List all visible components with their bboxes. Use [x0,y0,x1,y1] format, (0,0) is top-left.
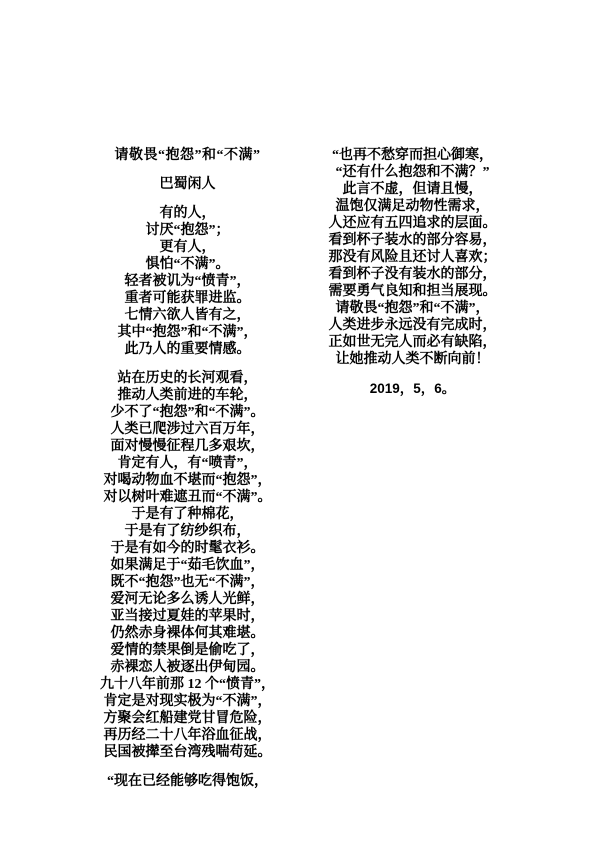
poem-line: 站在历史的长河观看， [117,371,258,386]
poem-line: 面对慢慢征程几多艰坎， [110,439,265,454]
poem-line: 肯定有人，有“喷青”， [117,456,258,471]
poem-line: “也再不愁穿而担心御寒， [332,148,493,163]
poem-line: 民国被撵至台湾残喘苟延。 [103,745,272,760]
stanza-3-right [290,147,535,368]
poem-line: 于是有了种棉花， [131,507,244,522]
paragraph-gap [60,164,315,176]
paragraph-gap [60,761,315,773]
left-column [60,147,315,790]
poem-title: 请敬畏“抱怨”和“不满” [114,148,261,163]
poem-line: 人还应有五四追求的层面。 [328,216,497,231]
poem-line: 讨厌“抱怨”； [145,223,230,238]
paragraph-gap [60,193,315,205]
poem-line: 赤裸恋人被逐出伊甸园。 [110,660,265,675]
poem-line: 方聚会红船建党甘冒危险， [103,711,272,726]
poem-line: 推动人类前进的车轮， [117,388,258,403]
poem-line: 需要勇气良知和担当展现。 [328,284,497,299]
poem-line: 于是有如今的时髦衣衫。 [110,541,265,556]
stanza-1 [60,205,315,358]
poem-line: 再历经二十八年浴血征战， [103,728,272,743]
poem-line: 其中“抱怨”和“不满”， [117,325,258,340]
poem-line: 重者可能获罪进监。 [124,291,251,306]
stanza-3-left [60,773,315,790]
poem-line: 人类已爬涉过六百万年， [110,422,265,437]
poem-date: 2019，5，6。 [369,381,456,396]
poem-line: 有的人， [159,206,216,221]
poem-line: 惧怕“不满”。 [145,257,230,272]
poem-line: 七情六欲人皆有之， [124,308,251,323]
poem-line: 对以树叶难遮丑而“不满”。 [103,490,272,505]
poem-line: 对喝动物血不堪而“抱怨”， [103,473,272,488]
stanza-2 [60,370,315,761]
poem-line: 轻者被讥为“愤青”， [124,274,251,289]
poem-line: “现在已经能够吃得饱饭， [107,774,268,789]
poem-line: 爱河无论多么诱人光鲜， [110,592,265,607]
paragraph-gap [60,358,315,370]
poem-line: 既不“抱怨”也无“不满”， [110,575,265,590]
poem-line: 爱情的禁果倒是偷吃了， [110,643,265,658]
poem-line: 九十八年前那 12 个“愤青”， [100,677,275,692]
poem-author: 巴蜀闲人 [159,177,216,192]
poem-line: 仍然赤身裸体何其难堪。 [110,626,265,641]
poem-line: “还有什么抱怨和不满？” [335,165,490,180]
poem-line: 于是有了纺纱织布， [124,524,251,539]
poem-line: 人类进步永远没有完成时， [328,318,497,333]
poem-line: 更有人， [159,240,216,255]
poem-line: 此乃人的重要情感。 [124,342,251,357]
poem-line: 看到杯子没有装水的部分， [328,267,497,282]
poem-line: 那没有风险且还讨人喜欢； [328,250,497,265]
poem-line: 亚当接过夏娃的苹果时， [110,609,265,624]
poem-line: 让她推动人类不断向前！ [335,352,490,367]
poem-line: 温饱仅满足动物性需求， [335,199,490,214]
right-column [290,147,535,397]
poem-line: 此言不虚，但请且慢， [342,182,483,197]
poem-line: 肯定是对现实极为“不满”， [103,694,272,709]
poem-line: 看到杯子装水的部分容易， [328,233,497,248]
poem-line: 如果满足于“茹毛饮血”， [110,558,265,573]
poem-line: 正如世无完人而必有缺陷， [328,335,497,350]
poem-line: 少不了“抱怨”和“不满”。 [110,405,265,420]
poem-line: 请敬畏“抱怨”和“不满”， [335,301,490,316]
paragraph-gap [290,368,535,380]
